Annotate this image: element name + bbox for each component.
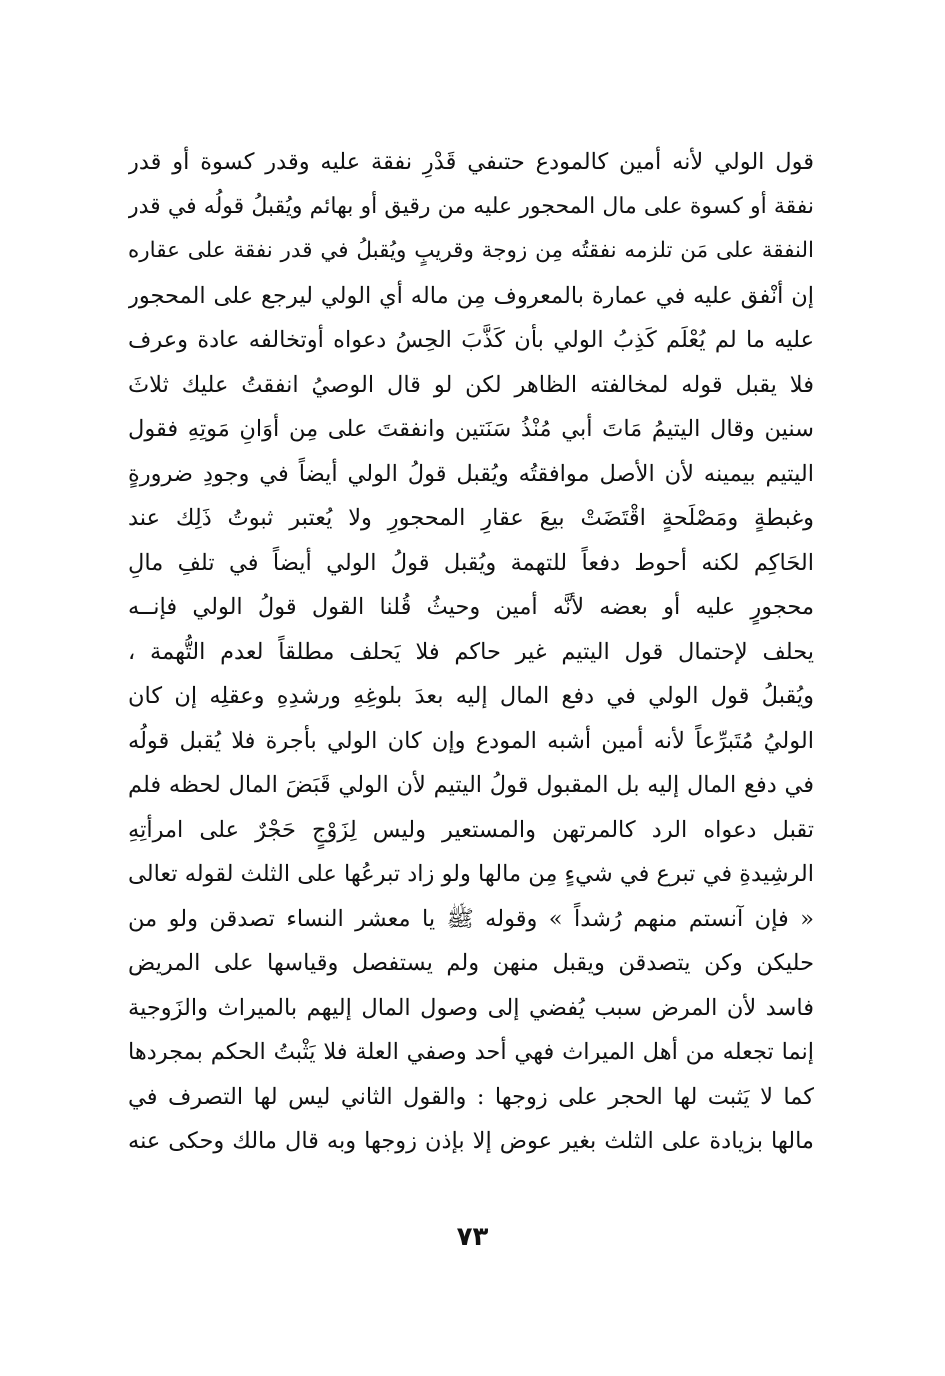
text-line-20: فاسد لأن المرض سبب يُفضي إلى وصول المال إليهم بالميراث والزَوجية — [128, 994, 814, 1021]
body-text — [128, 140, 814, 1164]
text-line-13: ويُقبلُ قول الولي في دفع المال إليه بعدَ بلوغِهِ ورشدِهِ وعقلِه إن كان — [128, 683, 814, 709]
text-line-3: النفقة على مَن تلزمه نفقتُه مِن زوجة وقريبٍ ويُقبلُ في قدر نفقة على عقاره — [128, 238, 814, 263]
page-number: ٧٣ — [456, 1222, 489, 1252]
text-line-1: قول الولي لأنه أمين كالمودع حتىفي قَدْرِ نفقة عليه وقدر كسوة أو قدر — [128, 149, 814, 175]
text-line-16: تقبل دعواه الرد كالمرتهن والمستعير وليس لِزَوْجٍ حَجْرٌ على امرأتِهِ — [128, 816, 814, 843]
text-line-17: الرشِيدةِ في تبرع في شيءٍ مِن مالها ولو زاد تبرعُها على الثلث لقوله تعالى — [128, 861, 814, 887]
text-line-4: إن أنْفق عليه في عمارة بالمعروف مِن ماله أي الولي ليرجع على المحجور — [128, 282, 814, 309]
text-line-12: يحلف لإحتمال قول اليتيم غير حاكم فلا يَحلف مطلقاً لعدم التُّهمة ، — [128, 638, 814, 665]
text-line-8: اليتيم بيمينه لأن الأصل موافقتُه ويُقبل قولُ الولي أيضاً في وجودِ ضرورةٍ — [128, 460, 814, 487]
text-line-21: إنما تجعله من أهل الميراث فهي أحد وصفي العلة فلا يَثْبتُ الحكم بمجردها — [128, 1039, 814, 1065]
text-line-15: في دفع المال إليه بل المقبول قولُ اليتيم لأن الولي قَبَضَ المال لحظه فلم — [128, 772, 814, 798]
text-line-11: محجورٍ عليه أو بعضه لأنَّه أمين وحيثُ قُلنا القول قولُ الولي فإنــه — [128, 594, 814, 620]
text-line-10: الحَاكِم لكنه أحوط دفعاً للتهمة ويُقبل قولُ الولي أيضاً في تلفِ مالِ — [128, 549, 814, 576]
text-line-6: فلا يقبل قوله لمخالفته الظاهر لكن لو قال الوصيُ انفقتُ عليك ثلاثَ — [128, 371, 814, 398]
text-line-9: وغبطةٍ ومَصْلَحةٍ اقْتَضَتْ بيعَ عقارِ المحجورِ ولا يُعتبر ثبوتُ ذَلِك عند — [128, 505, 814, 531]
text-line-23: مالها بزيادة على الثلث بغير عوض إلا بإذن زوجها وبه قال مالك وحكى عنه — [128, 1128, 814, 1154]
text-line-19: حليكن وكن يتصدقن ويقبل منهن ولم يستفصل وقياسها على المريض — [128, 950, 814, 976]
text-line-14: الوليُ مُتَبرِّعاً لأنه أمين أشبه المودع وإن كان الولي بأجرة فلا يُقبل قولُه — [128, 727, 814, 754]
text-line-7: سنين وقال اليتيمُ مَاتَ أبي مُنْذُ سَنَتين وانفقتَ على مِن أوَانِ مَوتِهِ فقول — [128, 416, 814, 442]
text-line-5: عليه ما لم يُعْلَم كَذِبُ الولي بأن كَذَّبَ الحِسُ دعواه أوتخالفه عادة وعرف — [128, 327, 814, 353]
text-line-2: نفقة أو كسوة على مال المحجور عليه من رقيق أو بهائم ويُقبلُ قولُه في قدر — [128, 193, 814, 219]
text-line-18: « فإن آنستم منهم رُشداً » وقوله ﷺ يا معشر النساء تصدقن ولو من — [128, 905, 814, 932]
text-line-22: كما لا يَثبت لها الحجر على زوجها : والقول الثاني ليس لها التصرف في — [128, 1083, 814, 1110]
